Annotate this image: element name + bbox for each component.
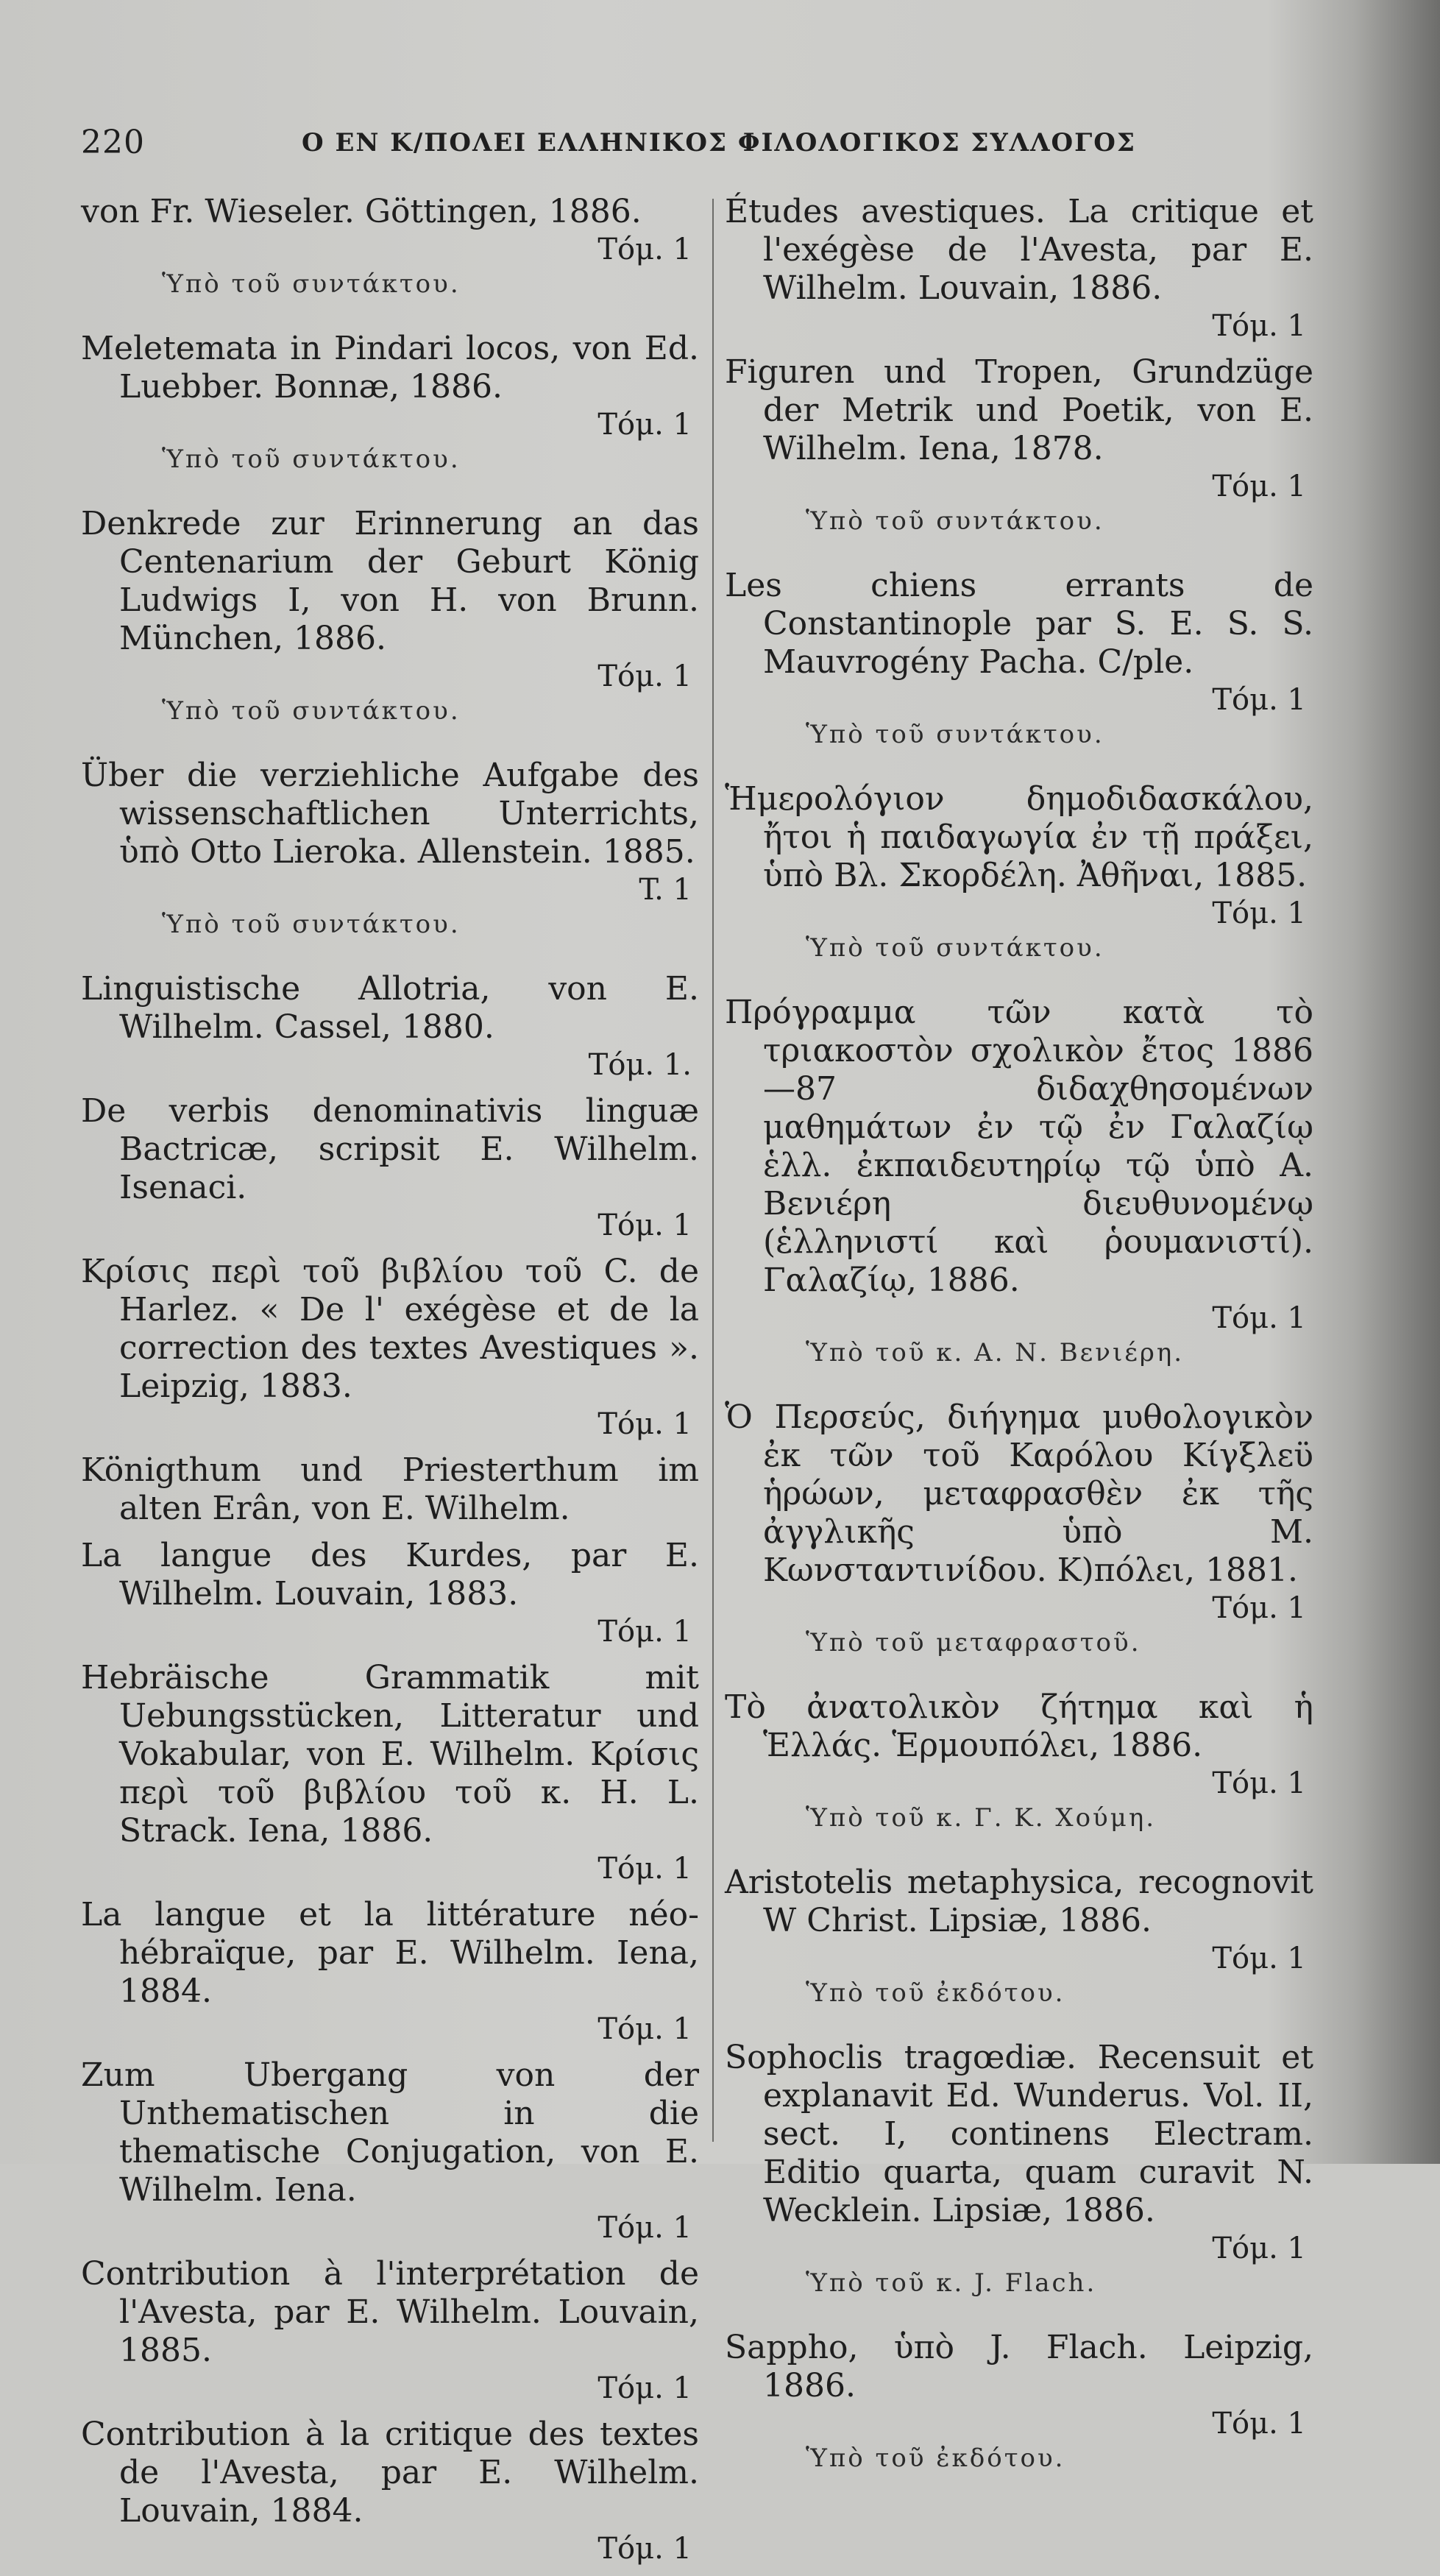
catalog-entry [81, 1451, 699, 1528]
catalog-entry [725, 353, 1313, 537]
entry-title: Contribution à la critique des textes de l'Avesta, par E. Wilhelm. Louvain, 1884. [81, 2416, 699, 2530]
entry-volume: Τόμ. 1 [597, 408, 692, 442]
running-head: Ο ΕΝ Κ/ΠΟΛΕΙ ΕΛΛΗΝΙΚΟΣ ΦΙΛΟΛΟΓΙΚΟΣ ΣΥΛΛΟΓΟΣ [302, 128, 1136, 158]
column-divider [712, 199, 714, 2142]
entry-volume: Τόμ. 1 [597, 233, 692, 266]
entry-volume: Τόμ. 1 [597, 2532, 692, 2566]
entry-volume: Τόμ. 1 [1212, 1591, 1306, 1625]
entry-volume: Τόμ. 1 [1212, 309, 1306, 343]
entry-title: Über die verziehliche Aufgabe des wissenschaftlichen Unterrichts, ὑπὸ Otto Lieroka. Allenstein. 1885. [81, 757, 699, 871]
entry-title: Sappho, ὑπὸ J. Flach. Leipzig, 1886. [725, 2329, 1313, 2405]
catalog-entry [81, 2416, 699, 2567]
entry-volume: Τόμ. 1 [597, 1852, 692, 1886]
entry-volume: Τόμ. 1 [597, 2012, 692, 2046]
catalog-entry [725, 1864, 1313, 2009]
catalog-entry [725, 567, 1313, 751]
entry-volume: Τόμ. 1 [597, 1407, 692, 1441]
catalog-entry [81, 193, 699, 300]
catalog-entry [725, 1688, 1313, 1834]
entry-title: Les chiens errants de Constantinople par S. E. S. S. Mauvrogény Pacha. C/ple. [725, 567, 1313, 681]
entry-volume: Τόμ. 1 [1212, 1942, 1306, 1975]
entry-title: Contribution à l'interprétation de l'Avesta, par E. Wilhelm. Louvain, 1885. [81, 2255, 699, 2369]
catalog-entry [81, 1659, 699, 1887]
entry-donor: Ὑπὸ τοῦ κ. Γ. Κ. Χούμη. [806, 1803, 1157, 1833]
catalog-entry [725, 1398, 1313, 1659]
entry-volume: Τόμ. 1 [597, 659, 692, 693]
entry-volume: Τόμ. 1 [1212, 1301, 1306, 1335]
catalog-entry [81, 505, 699, 727]
entry-volume: Τόμ. 1 [1212, 470, 1306, 503]
entry-title: La langue et la littérature néo-hébraïque, par E. Wilhelm. Iena, 1884. [81, 1896, 699, 2010]
entry-title: Meletemata in Pindari locos, von Ed. Luebber. Bonnæ, 1886. [81, 330, 699, 406]
right-column [725, 193, 1313, 2504]
entry-title: Πρόγραμμα τῶν κατὰ τὸ τριακοστὸν σχολικὸν ἔτος 1886—87 διδαχθησομένων μαθημάτων ἐν τῷ ἐν Γαλαζίῳ ἑλλ. ἐκπαιδευτηρίῳ τῷ ὑπὸ Α. Βενιέρη διευθυνομένῳ (ἑλληνιστί καὶ ῥουμανιστί). Γαλαζίῳ, 1886. [725, 994, 1313, 1299]
entry-title: Königthum und Priesterthum im alten Erân, von E. Wilhelm. [81, 1451, 699, 1527]
catalog-entry [725, 2039, 1313, 2299]
page-number: 220 [81, 124, 145, 161]
entry-volume: Τόμ. 1 [597, 1209, 692, 1242]
entry-donor: Ὑπὸ τοῦ συντάκτου. [162, 269, 461, 299]
entry-donor: Ὑπὸ τοῦ συντάκτου. [162, 910, 461, 939]
entry-donor: Ὑπὸ τοῦ συντάκτου. [806, 506, 1104, 536]
entry-title: Ἡμερολόγιον δημοδιδασκάλου, ἤτοι ἡ παιδαγωγία ἐν τῇ πράξει, ὑπὸ Βλ. Σκορδέλη. Ἀθῆναι, 1885. [725, 780, 1313, 894]
entry-volume: Τόμ. 1 [597, 1615, 692, 1649]
entry-volume: Τόμ. 1 [1212, 896, 1306, 930]
entry-donor: Ὑπὸ τοῦ συντάκτου. [162, 696, 461, 726]
entry-title: Figuren und Tropen, Grundzüge der Metrik und Poetik, von E. Wilhelm. Iena, 1878. [725, 353, 1313, 467]
catalog-entry [81, 1537, 699, 1650]
catalog-entry [81, 330, 699, 475]
entry-title: von Fr. Wieseler. Göttingen, 1886. [81, 193, 642, 230]
catalog-entry [81, 1253, 699, 1443]
entry-donor: Ὑπὸ τοῦ συντάκτου. [806, 720, 1104, 749]
catalog-entry [81, 970, 699, 1083]
entry-title: Zum Ubergang von der Unthematischen in die thematische Conjugation, von E. Wilhelm. Iena. [81, 2056, 699, 2209]
entry-volume: T. 1 [639, 873, 692, 907]
entry-volume: Τόμ. 1 [597, 2211, 692, 2245]
entry-donor: Ὑπὸ τοῦ ἐκδότου. [806, 2444, 1065, 2473]
entry-volume: Τόμ. 1 [1212, 2407, 1306, 2441]
entry-volume: Τόμ. 1 [597, 2371, 692, 2405]
page-header [81, 124, 1347, 175]
entry-donor: Ὑπὸ τοῦ μεταφραστοῦ. [806, 1628, 1141, 1657]
catalog-entry [81, 2255, 699, 2407]
entry-donor: Ὑπὸ τοῦ συντάκτου. [806, 933, 1104, 963]
left-column [81, 193, 699, 2576]
entry-title: Denkrede zur Erinnerung an das Centenarium der Geburt König Ludwigs I, von H. von Brunn. München, 1886. [81, 505, 699, 657]
entry-title: Sophoclis tragœdiæ. Recensuit et explanavit Ed. Wunderus. Vol. II, sect. I, continens Electram. Editio quarta, quam curavit N. Wecklein. Lipsiæ, 1886. [725, 2039, 1313, 2229]
entry-title: Τὸ ἀνατολικὸν ζήτημα καὶ ἡ Ἑλλάς. Ἑρμουπόλει, 1886. [725, 1688, 1313, 1764]
catalog-entry [725, 994, 1313, 1369]
entry-donor: Ὑπὸ τοῦ ἐκδότου. [806, 1978, 1065, 2008]
catalog-entry [81, 757, 699, 941]
entry-volume: Τόμ. 1 [1212, 1766, 1306, 1800]
catalog-entry [725, 2329, 1313, 2474]
catalog-entry [81, 1896, 699, 2048]
entry-title: La langue des Kurdes, par E. Wilhelm. Louvain, 1883. [81, 1537, 699, 1613]
entry-donor: Ὑπὸ τοῦ συντάκτου. [162, 445, 461, 474]
entry-donor: Ὑπὸ τοῦ κ. Α. Ν. Βενιέρη. [806, 1338, 1185, 1367]
entry-title: Hebräische Grammatik mit Uebungsstücken, Litteratur und Vokabular, von E. Wilhelm. Κρίσις περὶ τοῦ βιβλίου τοῦ κ. H. L. Strack. Iena, 1886. [81, 1659, 699, 1850]
entry-title: Linguistische Allotria, von E. Wilhelm. Cassel, 1880. [81, 970, 699, 1046]
catalog-entry [725, 780, 1313, 964]
entry-title: Κρίσις περὶ τοῦ βιβλίου τοῦ C. de Harlez. « De l' exégèse et de la correction des textes Avestiques ». Leipzig, 1883. [81, 1253, 699, 1405]
entry-title: Aristotelis metaphysica, recognovit W Christ. Lipsiæ, 1886. [725, 1864, 1313, 1939]
catalog-entry [81, 1092, 699, 1244]
entry-volume: Τόμ. 1 [1212, 2232, 1306, 2265]
entry-volume: Τόμ. 1. [588, 1048, 692, 1082]
entry-volume: Τόμ. 1 [1212, 683, 1306, 717]
entry-title: Études avestiques. La critique et l'exégèse de l'Avesta, par E. Wilhelm. Louvain, 1886. [725, 193, 1313, 307]
catalog-entry [81, 2056, 699, 2246]
entry-title: Ὁ Περσεύς, διήγημα μυθολογικὸν ἐκ τῶν τοῦ Καρόλου Κίγξλεϋ ἡρώων, μεταφρασθὲν ἐκ τῆς ἀγγλικῆς ὑπὸ Μ. Κωνσταντινίδου. Κ)πόλει, 1881. [725, 1398, 1313, 1589]
catalog-entry [725, 193, 1313, 344]
entry-title: De verbis denominativis linguæ Bactricæ, scripsit E. Wilhelm. Isenaci. [81, 1092, 699, 1206]
entry-donor: Ὑπὸ τοῦ κ. J. Flach. [806, 2268, 1097, 2298]
